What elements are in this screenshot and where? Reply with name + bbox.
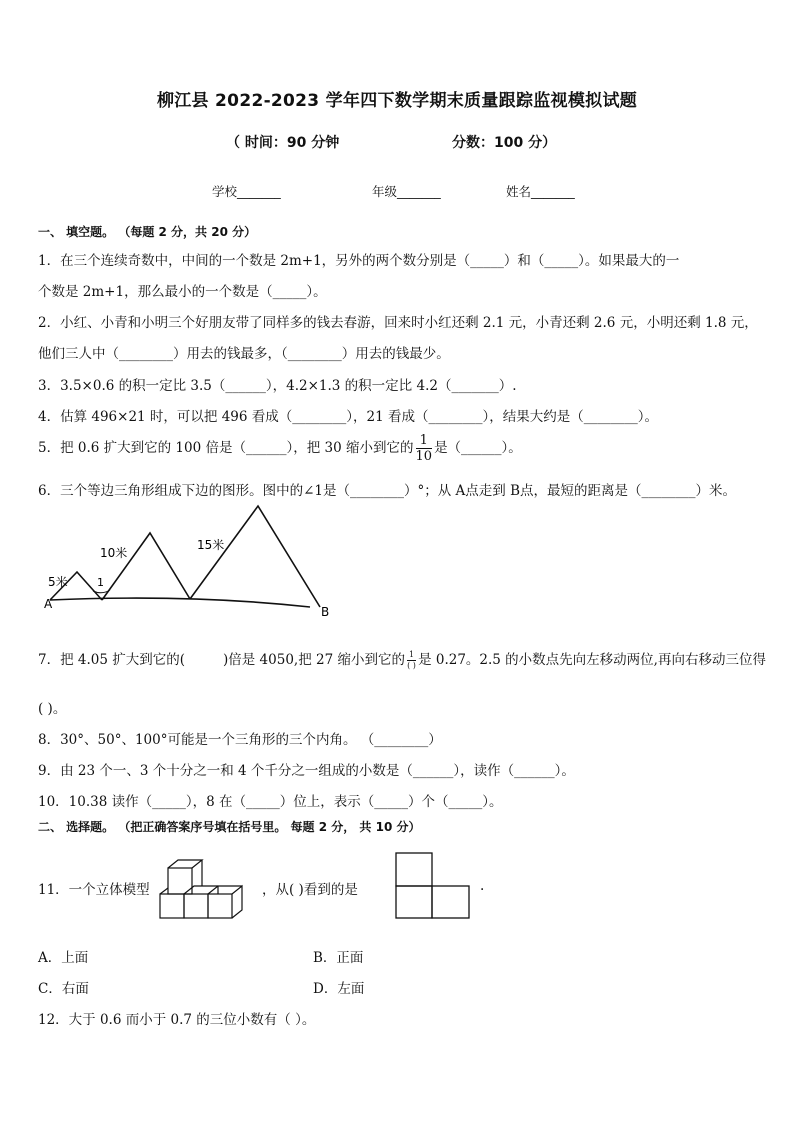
time-label: （ 时间：90 分钟 — [226, 135, 340, 151]
question-1-line-2: 个数是 2m+1，那么最小的一个数是（_____）。 — [38, 284, 327, 300]
question-5-after: 是（______）。 — [434, 440, 522, 456]
question-6: 6．三个等边三角形组成下边的图形。图中的∠1是（________）°；从 A点走到 B点，最短的距离是（________）米。 — [38, 483, 736, 499]
question-7-line-2: ( )。 — [38, 701, 67, 717]
score-label: 分数：100 分） — [452, 135, 557, 151]
question-7-after: 是 0.27。2.5 的小数点先向左移动两位,再向右移动三位得 — [418, 652, 766, 668]
fraction-denominator: 10 — [415, 449, 433, 464]
fraction-numerator: 1 — [416, 434, 433, 449]
base-line — [50, 598, 310, 607]
label-5m: 5米 — [48, 575, 68, 589]
question-11-middle: ，从( )看到的是 — [262, 882, 358, 898]
fraction-numerator: 1 — [408, 650, 415, 659]
question-1-line-1: 1．在三个连续奇数中，中间的一个数是 2m+1，另外的两个数分别是（_____）和（_____）。如果最大的一 — [38, 253, 680, 269]
fraction-denominator: ( ) — [407, 661, 416, 670]
label-10m: 10米 — [100, 546, 128, 560]
school-field: 学校_______ — [212, 184, 281, 199]
cube-model-figure — [158, 854, 250, 922]
page-title: 柳江县 2022-2023 学年四下数学期末质量跟踪监视模拟试题 — [156, 91, 638, 111]
point-a-label: A — [44, 597, 53, 611]
question-5-before: 5．把 0.6 扩大到它的 100 倍是（______），把 30 缩小到它的 — [38, 440, 414, 456]
section-1-heading: 一、 填空题。 （每题 2 分，共 20 分） — [38, 225, 257, 239]
label-15m: 15米 — [197, 538, 225, 552]
view-result-figure — [395, 852, 471, 920]
grade-field: 年级_______ — [372, 184, 441, 199]
question-2-line-1: 2．小红、小青和小明三个好朋友带了同样多的钱去春游，回来时小红还剩 2.1 元，小青还剩 2.6 元，小明还剩 1.8 元， — [38, 315, 758, 331]
triangles-figure — [40, 500, 340, 620]
large-triangle — [190, 506, 320, 607]
question-11-prefix: 11．一个立体模型 — [38, 882, 150, 898]
question-4: 4．估算 496×21 时，可以把 496 看成（________），21 看成（________），结果大约是（________）。 — [38, 409, 658, 425]
option-d: D．左面 — [313, 981, 365, 997]
question-5 — [38, 434, 522, 463]
option-b: B．正面 — [313, 950, 364, 966]
question-8: 8．30°、50°、100°可能是一个三角形的三个内角。 （________） — [38, 732, 442, 748]
medium-triangle — [102, 533, 190, 600]
question-2-line-2: 他们三人中（________）用去的钱最多，（________）用去的钱最少。 — [38, 346, 450, 362]
angle-label: 1 — [97, 576, 104, 589]
question-3: 3．3.5×0.6 的积一定比 3.5（______），4.2×1.3 的积一定比 4.2（_______）. — [38, 378, 517, 394]
fraction-one-tenth — [416, 434, 433, 463]
question-10: 10．10.38 读作（_____），8 在（_____）位上，表示（_____）个（_____）。 — [38, 794, 503, 810]
question-7-line-1 — [38, 648, 766, 670]
question-9: 9．由 23 个一、3 个十分之一和 4 个千分之一组成的小数是（______），读作（______）。 — [38, 763, 575, 779]
option-a: A．上面 — [38, 950, 89, 966]
name-field: 姓名_______ — [506, 184, 575, 199]
question-11-suffix: . — [480, 878, 485, 894]
fraction-one-over-blank — [407, 651, 416, 670]
point-b-label: B — [321, 605, 330, 619]
section-2-heading: 二、 选择题。 （把正确答案序号填在括号里。 每题 2 分， 共 10 分） — [38, 820, 421, 834]
question-12: 12．大于 0.6 而小于 0.7 的三位小数有（ ）。 — [38, 1012, 316, 1028]
question-7-before: 7．把 4.05 扩大到它的( — [38, 652, 185, 668]
option-c: C．右面 — [38, 981, 89, 997]
question-7-middle: )倍是 4050,把 27 缩小到它的 — [223, 652, 405, 668]
